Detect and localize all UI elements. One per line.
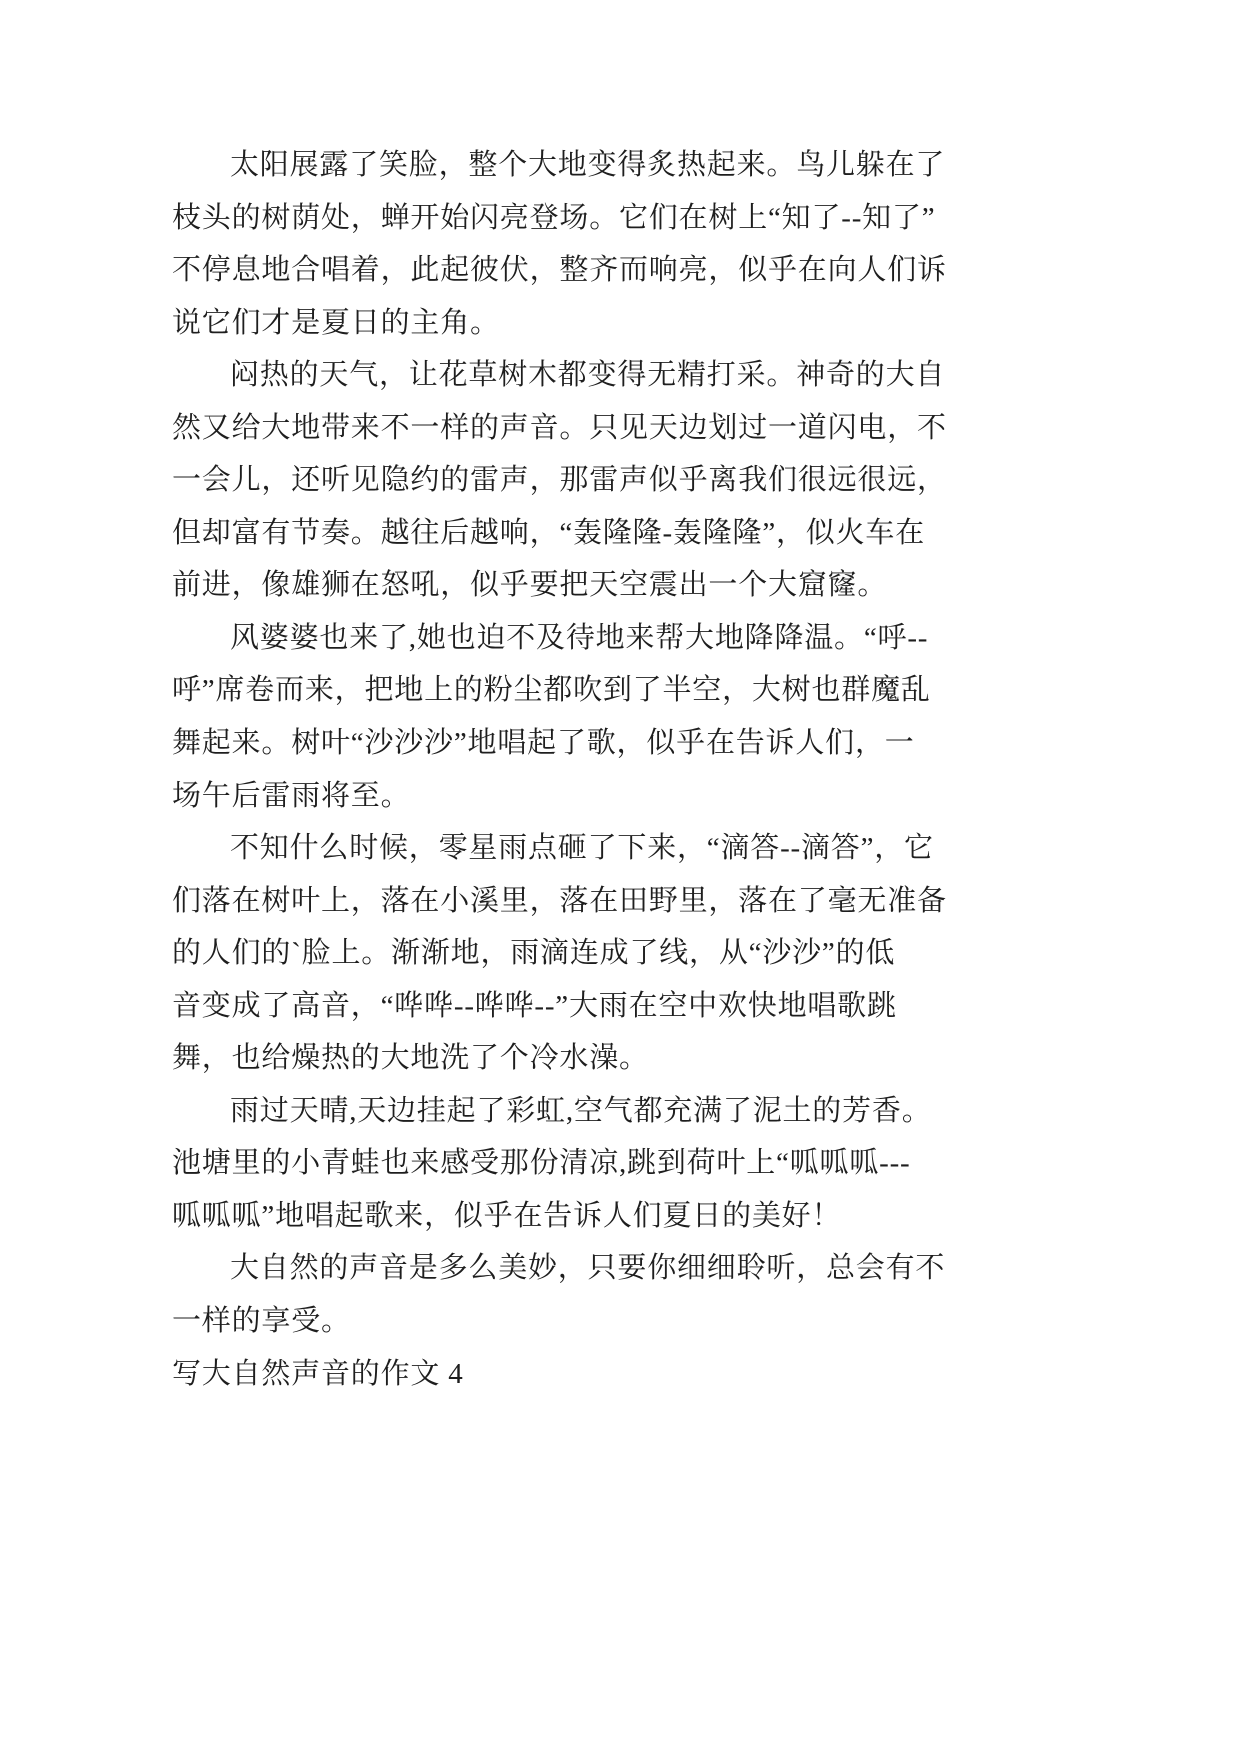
paragraph-1 [172, 139, 992, 349]
paragraph-line: 呼”席卷而来，把地上的粉尘都吹到了半空，大树也群魔乱 [172, 674, 931, 707]
paragraph-line: 音变成了高音，“哗哗--哗哗--”大雨在空中欢快地唱歌跳 [172, 989, 897, 1022]
paragraph-line: 太阳展露了笑脸，整个大地变得炙热起来。鸟儿躲在了 [230, 149, 946, 181]
paragraph-line: 的人们的`脸上。渐渐地，雨滴连成了线，从“沙沙”的低 [172, 937, 896, 970]
paragraph-3 [172, 612, 992, 822]
paragraph-2 [172, 349, 992, 612]
paragraph-line: 风婆婆也来了,她也迫不及待地来帮大地降降温。“呼-- [230, 621, 929, 654]
paragraph-line: 闷热的天气，让花草树木都变得无精打采。神奇的大自 [230, 359, 946, 392]
paragraph-line: 说它们才是夏日的主角。 [172, 306, 500, 339]
paragraph-line: 然又给大地带来不一样的声音。只见天边划过一道闪电，不 [172, 411, 947, 444]
paragraph-line: 不知什么时候，零星雨点砸了下来，“滴答--滴答”，它 [230, 832, 934, 865]
paragraph-line: 池塘里的小青蛙也来感受那份清凉,跳到荷叶上“呱呱呱--- [172, 1147, 911, 1180]
paragraph-line: 们落在树叶上，落在小溪里，落在田野里，落在了毫无准备 [172, 884, 947, 917]
paragraph-line: 呱呱呱”地唱起歌来，似乎在告诉人们夏日的美好！ [172, 1199, 842, 1232]
paragraph-line: 雨过天晴,天边挂起了彩虹,空气都充满了泥土的芳香。 [230, 1094, 932, 1127]
paragraph-4 [172, 822, 992, 1085]
paragraph-6 [172, 1242, 992, 1347]
paragraph-line: 前进，像雄狮在怒吼，似乎要把天空震出一个大窟窿。 [172, 569, 888, 602]
section-heading: 写大自然声音的作文 4 [172, 1357, 464, 1390]
paragraph-line: 一会儿，还听见隐约的雷声，那雷声似乎离我们很远很远， [172, 464, 947, 497]
paragraph-line: 但却富有节奏。越往后越响，“轰隆隆-轰隆隆”，似火车在 [172, 516, 926, 549]
paragraph-line: 不停息地合唱着，此起彼伏，整齐而响亮，似乎在向人们诉 [172, 254, 947, 287]
paragraph-5 [172, 1085, 992, 1243]
paragraph-line: 场午后雷雨将至。 [172, 779, 411, 812]
paragraph-line: 舞，也给燥热的大地洗了个冷水澡。 [172, 1042, 649, 1075]
document-body [172, 139, 992, 1400]
paragraph-line: 一样的享受。 [172, 1305, 351, 1338]
paragraph-line: 舞起来。树叶“沙沙沙”地唱起了歌，似乎在告诉人们，一 [172, 727, 915, 760]
paragraph-line: 枝头的树荫处，蝉开始闪亮登场。它们在树上“知了--知了” [172, 201, 936, 234]
paragraph-line: 大自然的声音是多么美妙，只要你细细聆听，总会有不 [230, 1252, 946, 1285]
